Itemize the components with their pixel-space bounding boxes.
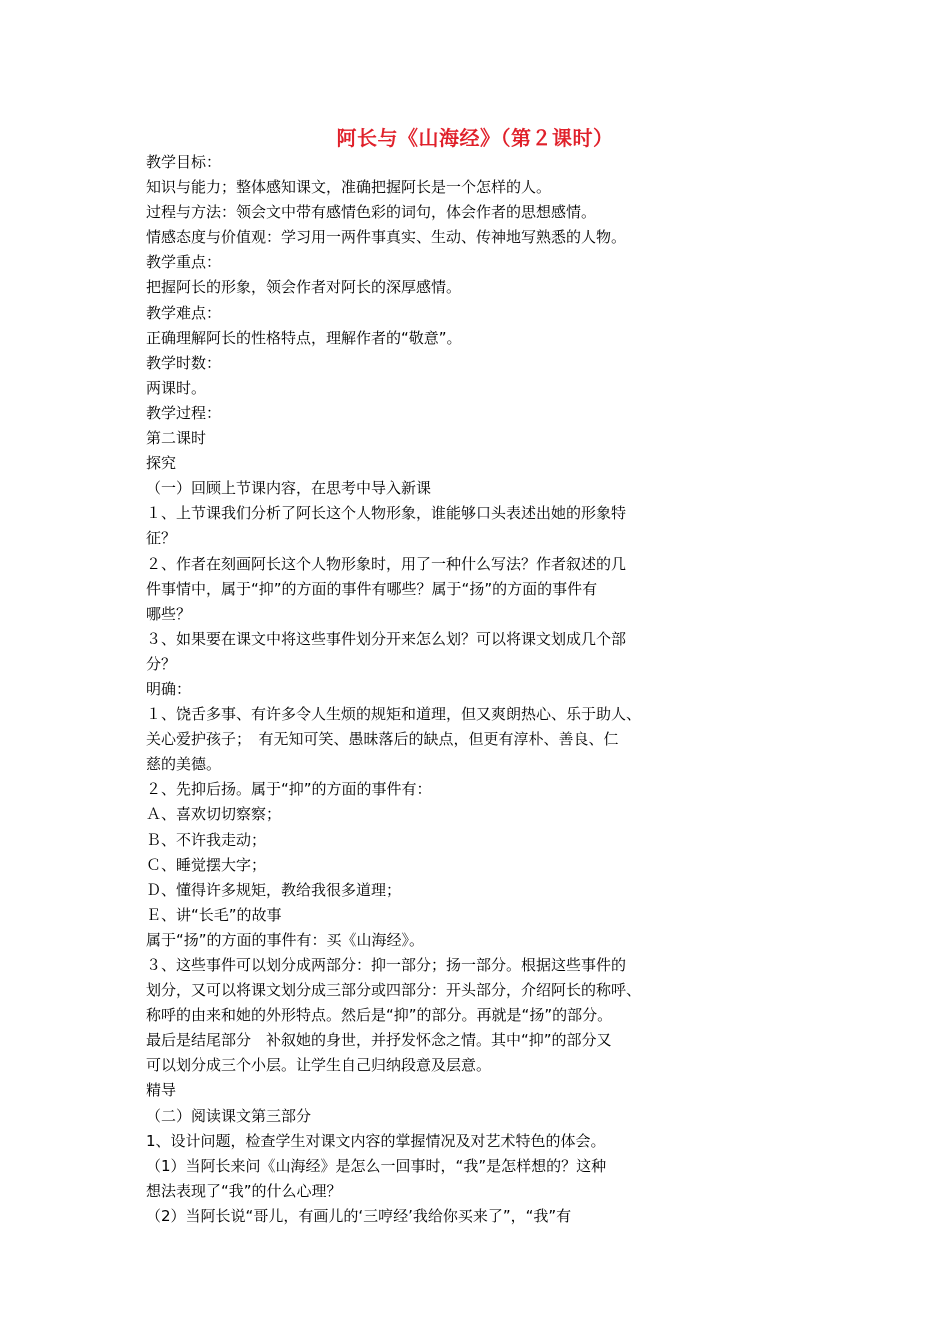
- text-line: １、上节课我们分析了阿长这个人物形象，谁能够口头表述出她的形象特: [146, 504, 627, 523]
- text-line: 探究: [146, 454, 177, 473]
- text-line: 划分，又可以将课文划分成三部分或四部分：开头部分，介绍阿长的称呼、: [146, 981, 642, 1000]
- text-line: ３、如果要在课文中将这些事件划分开来怎么划？可以将课文划成几个部: [146, 629, 627, 648]
- text-line: 明确：: [146, 679, 192, 698]
- text-line: 正确理解阿长的性格特点，理解作者的“敬意”。: [146, 328, 462, 347]
- text-line: 过程与方法：领会文中带有感情色彩的词句，体会作者的思想感情。: [146, 203, 597, 222]
- text-line: 第二课时: [146, 429, 207, 448]
- text-line: （2）当阿长说“哥儿，有画儿的‘三哼经’我给你买来了”，“我”有: [146, 1206, 572, 1225]
- text-line: 精导: [146, 1081, 177, 1100]
- text-line: 教学过程：: [146, 403, 222, 422]
- text-line: 关心爱护孩子； 有无知可笑、愚昧落后的缺点，但更有淳朴、善良、仁: [146, 730, 619, 749]
- text-line: 知识与能力；整体感知课文，准确把握阿长是一个怎样的人。: [146, 178, 552, 197]
- text-line: 件事情中，属于“抑”的方面的事件有哪些？属于“扬”的方面的事件有: [146, 579, 598, 598]
- text-line: 情感态度与价值观：学习用一两件事真实、生动、传神地写熟悉的人物。: [146, 228, 627, 247]
- text-line: 想法表现了“我”的什么心理？: [146, 1181, 342, 1200]
- text-line: （二）阅读课文第三部分: [146, 1106, 312, 1125]
- text-line: 两课时。: [146, 378, 207, 397]
- text-line: 教学目标：: [146, 153, 222, 171]
- text-line: 1、设计问题，检查学生对课文内容的掌握情况及对艺术特色的体会。: [146, 1131, 606, 1150]
- text-line: 称呼的由来和她的外形特点。然后是“抑”的部分。再就是“扬”的部分。: [146, 1006, 613, 1025]
- text-line: 可以划分成三个小层。让学生自己归纳段意及层意。: [146, 1056, 492, 1075]
- text-line: ３、这些事件可以划分成两部分：抑一部分；扬一部分。根据这些事件的: [146, 956, 627, 974]
- text-line: Ｄ、懂得许多规矩，教给我很多道理；: [146, 880, 402, 899]
- text-line: 最后是结尾部分 补叙她的身世，并抒发怀念之情。其中“抑”的部分又: [146, 1031, 612, 1050]
- text-line: Ｅ、讲“长毛”的故事: [146, 905, 282, 924]
- text-line: 把握阿长的形象，领会作者对阿长的深厚感情。: [146, 278, 462, 297]
- text-line: 分？: [146, 654, 177, 673]
- text-line: Ｂ、不许我走动；: [146, 830, 267, 849]
- text-line: Ａ、喜欢切切察察；: [146, 805, 282, 824]
- text-line: 征？: [146, 529, 177, 548]
- document-body: [146, 150, 706, 1229]
- text-line: ２、先抑后扬。属于“抑”的方面的事件有：: [146, 780, 432, 799]
- text-line: Ｃ、睡觉摆大字；: [146, 855, 267, 874]
- text-line: （一）回顾上节课内容，在思考中导入新课: [146, 479, 432, 498]
- document-title: 阿长与《山海经》（第２课时）: [336, 126, 614, 150]
- text-line: 教学难点：: [146, 303, 222, 322]
- text-line: 教学时数：: [146, 353, 222, 372]
- text-line: 慈的美德。: [146, 755, 222, 774]
- text-line: 教学重点：: [146, 253, 222, 272]
- text-line: 哪些？: [146, 604, 192, 623]
- text-line: 属于“扬”的方面的事件有：买《山海经》。: [146, 930, 425, 949]
- text-line: （1）当阿长来问《山海经》是怎么一回事时，“我”是怎样想的？这种: [146, 1156, 607, 1175]
- text-line: ２、作者在刻画阿长这个人物形象时，用了一种什么写法？作者叙述的几: [146, 554, 627, 573]
- text-line: １、饶舌多事、有许多令人生烦的规矩和道理，但又爽朗热心、乐于助人、: [146, 705, 642, 724]
